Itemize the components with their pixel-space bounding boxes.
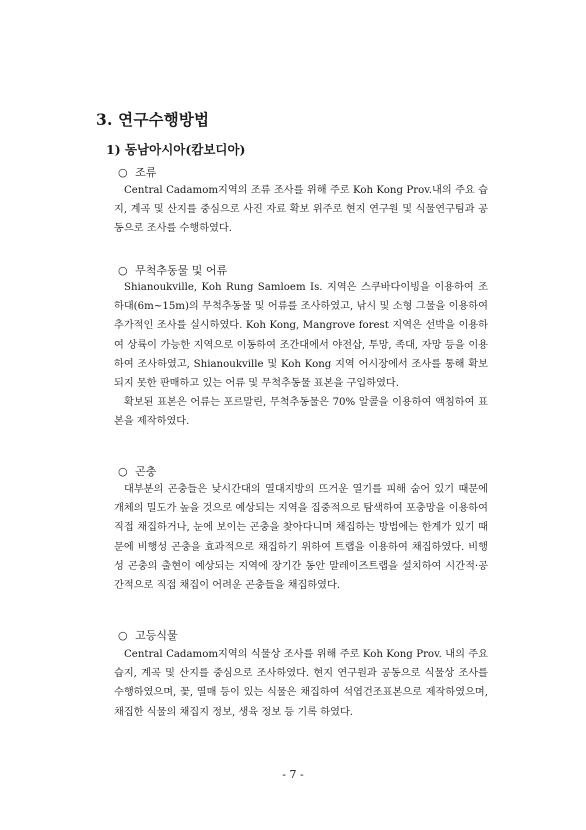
subheading-birds [118, 164, 156, 180]
paragraph-higher-plants [114, 645, 488, 722]
subheading-invertebrates-fish [118, 262, 227, 278]
section-title: 3. 연구수행방법 [96, 110, 210, 129]
paragraph-text: Central Cadamom지역의 조류 조사를 위해 주로 Koh Kong Prov.내의 주요 습지, 계곡 및 산지를 중심으로 사진 자료 확보 위주로 현지 연구원 및 식물연구팀과 공동으로 조사를 수행하였다. [114, 185, 488, 235]
paragraph-insects [114, 480, 488, 595]
subheading-label: 조류 [135, 166, 157, 179]
paragraph-text: 확보된 표본은 어류는 포르말린, 무척추동물은 70% 알콜을 이용하여 액침하여 표본을 제작하였다. [114, 397, 488, 428]
subheading-insects [118, 463, 156, 479]
circle-bullet-icon: ○ [118, 264, 128, 277]
paragraph-text: Central Cadamom지역의 식물상 조사를 위해 주로 Koh Kong Prov. 내의 주요 습지, 계곡 및 산지를 중심으로 조사하였다. 현지 연구원과 공동으로 식물상 조사를 수행하였으며, 꽃, 열매 등이 있는 식물은 채집하여 석엽건조표본으로 제작하였으며, 채집한 식물의 채집지 정보, 생육 정보 등 기록 하였다. [114, 649, 488, 718]
subheading-label: 고등식물 [135, 629, 178, 642]
circle-bullet-icon: ○ [118, 465, 128, 478]
page-number: - 7 - [282, 768, 304, 781]
paragraph-text: Shianoukville, Koh Rung Samloem Is. 지역은 스쿠바다이빙을 이용하여 조하대(6m~15m)의 무척추동물 및 어류를 조사하였고, 낚시 및 소형 그물을 이용하여 추가적인 조사를 실시하였다. Koh Kong, Mangrove forest 지역은 선박을 이용하여 상륙이 가능한 지역으로 이동하여 조간대에서 야전삽, 투망, 족대, 자망 등을 이용하여 조사하였고, Shianoukville 및 Koh Kong 지역 어시장에서 조사를 통해 확보되지 못한 판매하고 있는 어류 및 무척추동물 표본을 구입하였다. [114, 282, 488, 390]
paragraph-invertebrates-fish [114, 278, 488, 432]
subheading-label: 곤충 [135, 465, 157, 478]
paragraph-text: 대부분의 곤충들은 낮시간대의 열대지방의 뜨거운 열기를 피해 숨어 있기 때문에 개체의 밀도가 높을 것으로 예상되는 지역을 집중적으로 탐색하여 포충망을 이용하여 직접 채집하거나, 눈에 보이는 곤충을 찾아다니며 채집하는 방법에는 한계가 있기 때문에 비행성 곤충을 효과적으로 채집하기 위하여 트랩을 이용하여 채집하였다. 비행성 곤충의 출현이 예상되는 지역에 장기간 동안 말레이즈트랩을 설치하여 시간적·공간적으로 직접 채집이 어려운 곤충들을 채집하였다. [114, 484, 488, 592]
subheading-label: 무척추동물 및 어류 [135, 264, 228, 277]
subheading-higher-plants [118, 627, 178, 643]
circle-bullet-icon: ○ [118, 629, 128, 642]
circle-bullet-icon: ○ [118, 166, 128, 179]
subsection-title: 1) 동남아시아(캄보디아) [106, 142, 246, 157]
paragraph-birds [114, 181, 488, 239]
